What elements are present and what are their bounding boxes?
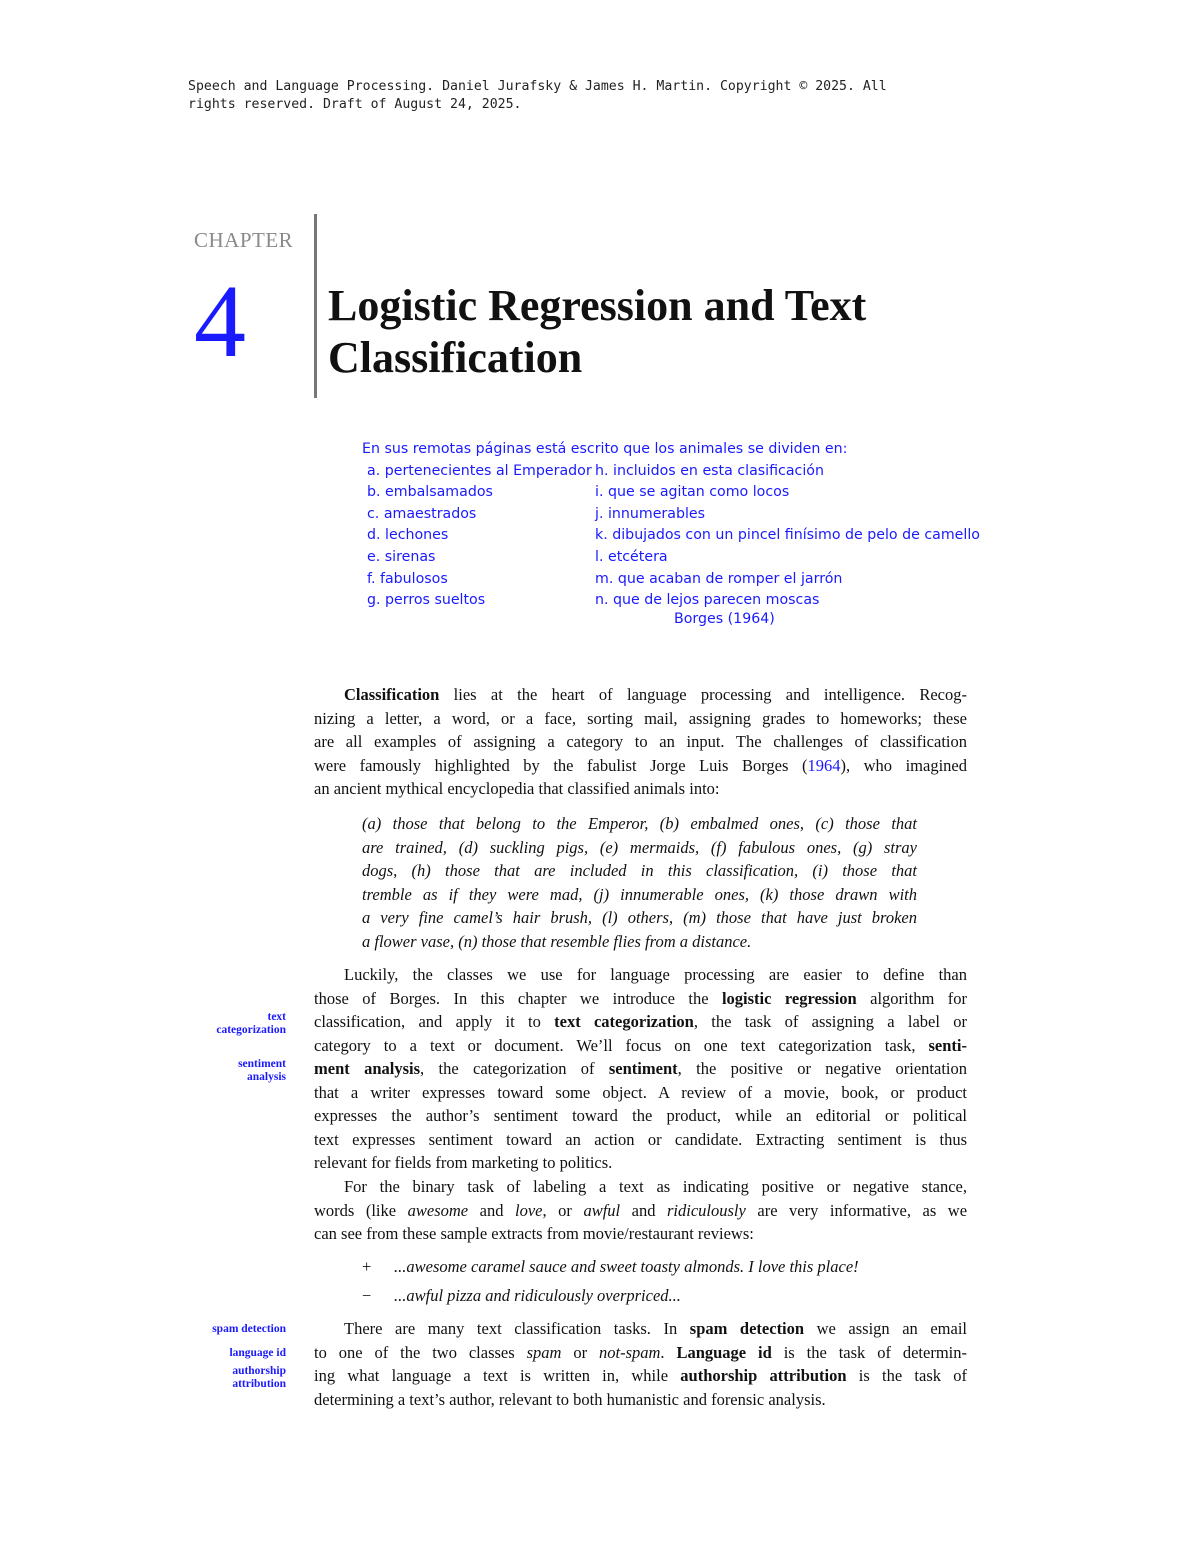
binary-task-paragraph: For the binary task of labeling a text as indicating positive or negative stance, words (like awesome and love, or awful and ridiculously are very informative, as we can see from these sample extracts from movie/restaurant reviews: (314, 1177, 968, 1243)
term-sentiment: sentiment (608, 1059, 678, 1078)
review-examples (362, 1255, 982, 1313)
chapter-title (328, 280, 1028, 384)
epigraph-intro: En sus remotas páginas está escrito que los animales se dividen en: (362, 441, 848, 457)
borges-quote: (a) those that belong to the Emperor, (b) embalmed ones, (c) those that are trained, (d) suckling pigs, (e) mermaids, (f) fabulous ones, (g) stray dogs, (h) those that are included in this classification, (i) those that tremble as if they were mad, (j) innumerable ones, (k) those drawn with a very fine camel’s hair brush, (l) others, (m) those that have just broken a flower vase, (n) those that resemble flies from a distance. (362, 814, 917, 951)
intro-paragraph: Classification lies at the heart of language processing and intelligence. Recog- nizing a letter, a word, or a face, sorting mail, assigning grades to homeworks; these are all examples of assigning a category to an input. The challenges of classification were famously highlighted by the fabulist Jorge Luis Borges (1964), who imagined an ancient mythical encyclopedia that classified animals into: (314, 685, 967, 798)
chapter-number: 4 (194, 264, 246, 379)
minus-sign: − (362, 1286, 372, 1305)
margin-note-text-categorization[interactable]: text categorization (216, 1011, 286, 1036)
list-item: h. incluidos en esta clasificación (595, 462, 824, 479)
term-authorship-attribution: authorship attribution (680, 1366, 847, 1385)
list-item: m. que acaban de romper el jarrón (595, 570, 843, 587)
term-classification: Classification (344, 685, 440, 704)
list-item: c. amaestrados (367, 505, 477, 522)
list-item: b. embalsamados (367, 484, 493, 501)
epigraph-citation[interactable]: Borges (1964) (674, 611, 775, 627)
header-line-2: rights reserved. Draft of August 24, 2025. (188, 97, 522, 112)
margin-note-spam-detection[interactable]: spam detection (212, 1323, 286, 1335)
chapter-label: CHAPTER (194, 228, 294, 252)
list-item: f. fabulosos (367, 570, 448, 587)
term-spam-detection: spam detection (689, 1319, 805, 1338)
citation-link[interactable]: 1964 (807, 755, 841, 775)
list-item: a. pertenecientes al Emperador (367, 462, 592, 479)
list-item: g. perros sueltos (367, 592, 486, 609)
margin-note-authorship-attribution[interactable]: authorship attribution (232, 1365, 286, 1390)
copyright-header (188, 78, 948, 114)
list-item: n. que de lejos parecen moscas (595, 592, 820, 609)
epigraph-left-list (367, 461, 592, 612)
term-language-id: Language id (676, 1342, 772, 1362)
term-sentiment-analysis-part2: ment analysis (314, 1059, 421, 1078)
margin-note-language-id[interactable]: language id (229, 1347, 286, 1359)
margin-note-sentiment-analysis[interactable]: sentiment analysis (238, 1058, 286, 1083)
plus-sign: + (362, 1257, 372, 1276)
list-item: e. sirenas (367, 548, 436, 565)
list-item: l. etcétera (595, 548, 668, 565)
term-sentiment-analysis-part1: senti- (928, 1035, 967, 1055)
chapter-title-line-1: Logistic Regression and Text (328, 281, 867, 330)
header-line-1: Speech and Language Processing. Daniel Jurafsky & James H. Martin. Copyright © 2025. All (188, 79, 887, 94)
list-item: k. dibujados con un pincel finísimo de pelo de camello (595, 527, 980, 544)
term-text-categorization: text categorization (554, 1012, 694, 1031)
negative-example: − ...awful pizza and ridiculously overpriced... (362, 1284, 982, 1313)
positive-example: + ...awesome caramel sauce and sweet toasty almonds. I love this place! (362, 1255, 982, 1284)
epigraph-right-list (595, 461, 980, 612)
term-logistic-regression: logistic regression (721, 988, 857, 1008)
list-item: d. lechones (367, 527, 449, 544)
categorization-paragraph: Luckily, the classes we use for language processing are easier to define than those of Borges. In this chapter we introduce the logistic regression algorithm for classification, and apply it to text categorization, the task of assigning a label or category to a text or document. We’ll focus on one text categorization task, senti- ment analysis, the categorization of sentiment, the positive or negative orientation that a writer expresses toward some object. A review of a movie, book, or product expresses the author’s sentiment toward the product, while an editorial or political text expresses sentiment toward an action or candidate. Extracting sentiment is thus relevant for fields from marketing to politics. (314, 965, 967, 1172)
chapter-title-line-2: Classification (328, 333, 583, 382)
list-item: i. que se agitan como locos (595, 484, 790, 501)
classification-tasks-paragraph: There are many text classification tasks. In spam detection we assign an email to one of the two classes spam or not-spam. Language id is the task of determin- ing what language a text is written in, while authorship attribution is the task of determining a text’s author, relevant to both humanistic and forensic analysis. (314, 1319, 967, 1409)
chapter-divider (314, 214, 317, 398)
list-item: j. innumerables (595, 505, 706, 522)
